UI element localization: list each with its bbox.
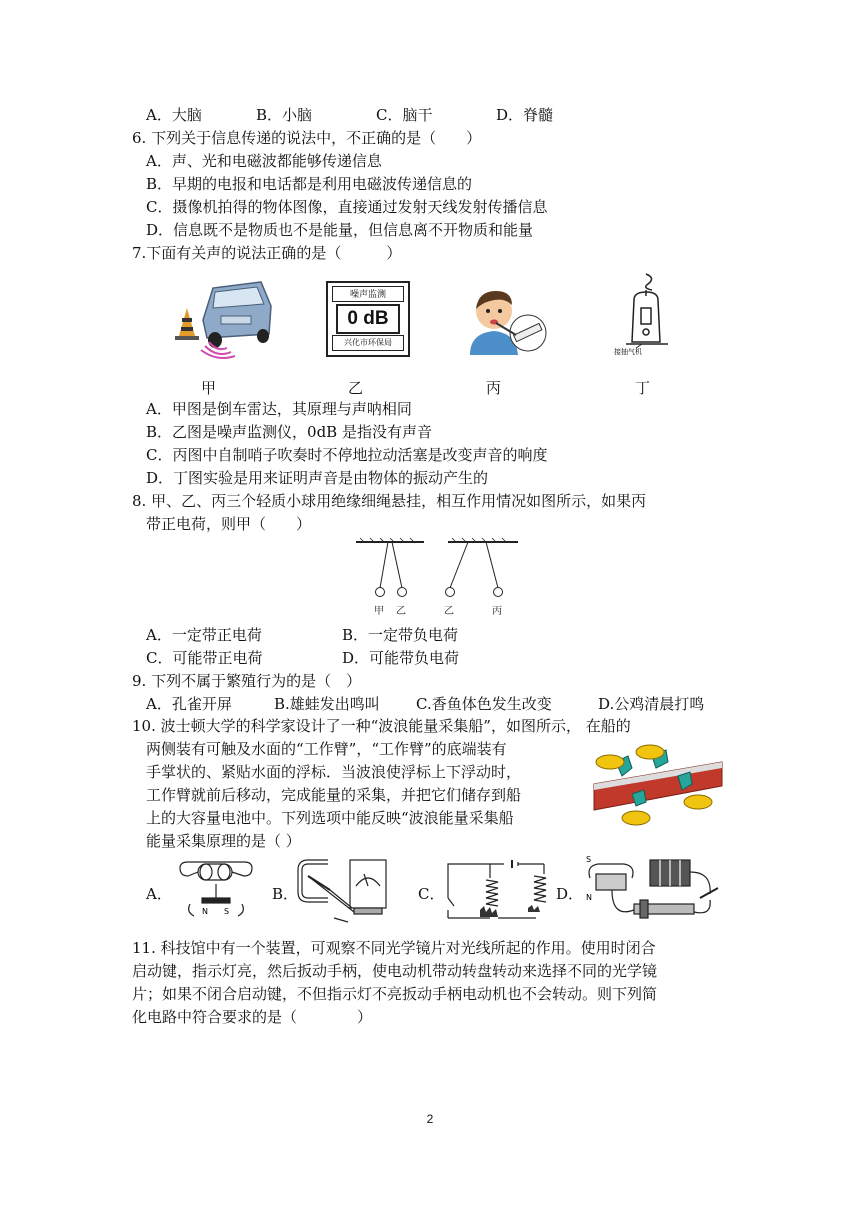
q9-option-d: D.公鸡清晨打鸣	[598, 695, 705, 713]
q7-option-a: A．甲图是倒车雷达，其原理与声呐相同	[146, 400, 412, 418]
q8-option-b: B．一定带负电荷	[342, 626, 459, 644]
ball-bing	[494, 588, 503, 597]
q8-option-c: C．可能带正电荷	[146, 649, 263, 667]
q7-option-b: B．乙图是噪声监测仪，0dB 是指没有声音	[146, 423, 432, 441]
q5-option-c: C．脑干	[376, 106, 433, 124]
figure-label-yi: 乙	[348, 379, 364, 397]
q8-option-d: D．可能带负电荷	[342, 649, 460, 667]
q6-option-d: D．信息既不是物质也不是能量，但信息离不开物质和能量	[146, 221, 534, 239]
q11-line3: 片；如果不闭合启动键，不但指示灯不亮扳动手柄电动机也不会转动。则下列简	[132, 985, 658, 1003]
figure-label-bing: 丙	[486, 379, 502, 397]
q6-option-c: C．摄像机拍得的物体图像，直接通过发射天线发射传播信息	[146, 198, 548, 216]
svg-text:N: N	[586, 893, 592, 902]
ball-label-bing: 丙	[492, 606, 502, 617]
q10-choice-b: B．	[272, 885, 299, 903]
q8-option-a: A．一定带正电荷	[146, 626, 262, 644]
page-number: 2	[426, 1112, 434, 1126]
ball-label-yi-2: 乙	[444, 606, 454, 617]
q11-line1: 11. 科技馆中有一个装置，可观察不同光学镜片对光线所起的作用。使用时闭合	[132, 939, 656, 957]
q10-line6: 能量采集原理的是（ ）	[146, 832, 301, 850]
bell-jar-figure	[612, 272, 682, 360]
q5-option-b: B．小脑	[256, 106, 313, 124]
pump-label: 接抽气机	[614, 348, 642, 356]
q10-figure-b-induction	[294, 856, 394, 926]
ball-yi-right	[446, 588, 455, 597]
svg-text:S: S	[586, 855, 592, 864]
q5-option-d: D．脊髓	[496, 106, 554, 124]
ball-label-yi-1: 乙	[396, 606, 406, 617]
noise-monitor-sign	[326, 281, 410, 357]
noise-sign-footer: 兴化市环保局	[332, 335, 404, 351]
q10-line4: 工作臂就前后移动，完成能量的采集，并把它们储存到船	[146, 786, 522, 804]
traffic-cone-icon	[175, 308, 199, 340]
q9-option-b: B.雄蛙发出鸣叫	[274, 695, 380, 713]
car-radar-figure	[165, 278, 275, 360]
svg-text:S: S	[224, 907, 230, 916]
q10-choice-d: D．	[556, 885, 584, 903]
hanging-balls-figure	[352, 536, 522, 618]
q6-option-a: A．声、光和电磁波都能够传递信息	[146, 152, 382, 170]
q9-stem: 9. 下列不属于繁殖行为的是（ ）	[132, 672, 362, 690]
wave-energy-boat-figure	[592, 742, 724, 828]
q10-figure-c-electromagnets	[440, 858, 550, 922]
q9-option-a: A．孔雀开屏	[146, 695, 232, 713]
noise-sign-reading: 0 dB	[336, 304, 400, 334]
q10-line5: 上的大容量电池中。下列选项中能反映“波浪能量采集船	[146, 809, 514, 827]
q7-stem: 7.下面有关声的说法正确的是（ ）	[132, 244, 402, 262]
q11-line2: 启动键，指示灯亮，然后扳动手柄，使电动机带动转盘转动来选择不同的光学镜	[132, 962, 658, 980]
q10-choice-a: A．	[146, 885, 172, 903]
boy-icon	[470, 291, 518, 355]
q7-option-c: C．丙图中自制哨子吹奏时不停地拉动活塞是改变声音的响度	[146, 446, 548, 464]
q10-line3: 手掌状的、紧贴水面的浮标．当波浪使浮标上下浮动时，	[146, 763, 522, 781]
q5-option-a: A．大脑	[146, 106, 202, 124]
ball-label-jia: 甲	[374, 606, 384, 617]
q8-stem-line2: 带正电荷，则甲（ ）	[146, 515, 312, 533]
figure-label-jia: 甲	[201, 379, 217, 397]
q10-line1: 10. 波士顿大学的科学家设计了一种“波浪能量采集船”，如图所示， 在船的	[132, 717, 631, 735]
q10-figure-a-generator	[176, 858, 256, 922]
ball-yi-left	[398, 588, 407, 597]
bell-jar-icon	[626, 274, 668, 344]
q10-figure-d-motor-circuit	[582, 854, 726, 926]
noise-sign-title: 噪声监测	[332, 286, 404, 302]
q7-option-d: D．丁图实验是用来证明声音是由物体的振动产生的	[146, 469, 489, 487]
car-icon	[203, 282, 271, 348]
q11-line4: 化电路中符合要求的是（ ）	[132, 1008, 373, 1026]
q9-option-c: C.香鱼体色发生改变	[416, 695, 552, 713]
q6-stem: 6. 下列关于信息传递的说法中，不正确的是（ ）	[132, 129, 482, 147]
q6-option-b: B．早期的电报和电话都是利用电磁波传递信息的	[146, 175, 473, 193]
boy-whistle-figure	[460, 283, 550, 355]
q10-line2: 两侧装有可触及水面的“工作臂”，“工作臂”的底端装有	[146, 740, 507, 758]
figure-label-ding: 丁	[635, 379, 651, 397]
svg-text:N: N	[202, 907, 208, 916]
q10-choice-c: C．	[418, 885, 445, 903]
q8-stem-line1: 8. 甲、乙、丙三个轻质小球用绝缘细绳悬挂，相互作用情况如图所示，如果丙	[132, 492, 647, 510]
ball-jia	[376, 588, 385, 597]
